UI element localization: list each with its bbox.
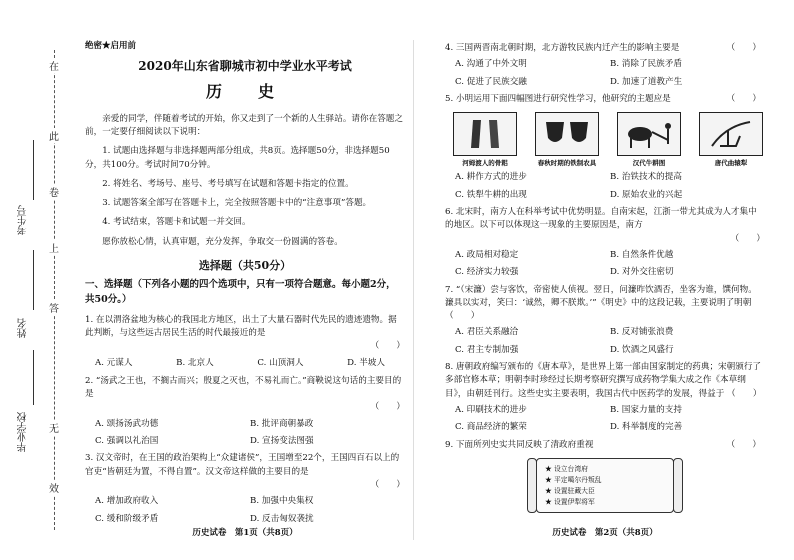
binding-margin xyxy=(0,0,75,560)
intro-paragraph: 亲爱的同学，伴随着考试的开始，你又走到了一个新的人生驿站。请你在答题之前，一定要仔细阅读以下说明： xyxy=(85,113,403,137)
question-8 xyxy=(445,361,765,435)
option-d: D. 加速了道教产生 xyxy=(610,76,683,87)
question-text: 5. 小明运用下面四幅图进行研究性学习，他研究的主题应是 xyxy=(445,93,671,104)
option-b: B. 消除了民族矛盾 xyxy=(610,59,682,70)
scroll-item: ★ 设置驻藏大臣 xyxy=(545,486,595,495)
question-text: 7. “（宋濂）尝与客饮，帝密使人侦视。翌日，问濂昨饮酒否，坐客为谁，馔何物。濂具以实对，笑曰：‘诚然，卿不朕欺。’”《明史》中的这段记载，主要说明了明朝 xyxy=(445,284,757,308)
options xyxy=(455,249,765,280)
section-instruction: 一、选择题（下列各小题的四个选项中，只有一项符合题意。每小题2分，共50分。） xyxy=(85,279,396,305)
seal-char: 此 xyxy=(45,128,63,143)
option-c: C. 商品经济的繁荣 xyxy=(455,422,527,433)
option-a: A. 政局相对稳定 xyxy=(455,249,519,260)
figure-caption: 春秋时期的铁制农具 xyxy=(537,159,597,168)
scroll-item: ★ 设立台湾府 xyxy=(545,464,588,473)
bone-spade-image xyxy=(453,112,517,156)
figure-caption: 河姆渡人的骨耜 xyxy=(462,159,508,168)
option-a: A. 印刷技术的进步 xyxy=(455,405,527,415)
option-b: B. 自然条件优越 xyxy=(610,249,674,260)
figure-curved-plough xyxy=(697,112,765,168)
option-c: C. 缓和阶级矛盾 xyxy=(95,513,159,524)
options xyxy=(95,418,405,449)
label-exam-number: 考生号 xyxy=(18,205,29,235)
answer-paren: （ ） xyxy=(726,439,761,450)
question-5 xyxy=(445,93,765,202)
option-a: A. 沟通了中外文明 xyxy=(455,59,527,70)
option-a: A. 增加政府收入 xyxy=(95,496,159,507)
intro-paragraph: 愿你放松心情，认真审题，充分发挥，争取交一份圆满的答卷。 xyxy=(102,236,343,247)
option-c: C. 经济实力较强 xyxy=(455,267,519,278)
exam-title: 2020年山东省聊城市初中学业水平考试 xyxy=(138,59,352,74)
intro-paragraph: 1. 试题由选择题与非选择题两部分组成，共8页。选择题50分，非选择题50分，共100分。考试时间70分钟。 xyxy=(85,146,390,170)
option-b: B. 国家力量的支持 xyxy=(610,405,682,415)
seal-char: 卷 xyxy=(45,184,63,199)
options xyxy=(95,495,405,526)
option-b: B. 批评商朝暴政 xyxy=(250,418,314,429)
question-3 xyxy=(85,452,405,526)
ox-plough-image xyxy=(617,112,681,156)
option-d: D. 科举制度的完善 xyxy=(610,422,683,433)
options xyxy=(455,326,765,357)
page-footer: 历史试卷 第2页（共8页） xyxy=(552,527,658,538)
iron-tools-image xyxy=(535,112,599,156)
intro-paragraph: 3. 试题答案全部写在答题卡上，完全按照答题卡中的“注意事项”答题。 xyxy=(102,198,372,209)
label-school: 毕业学校 xyxy=(18,412,29,452)
option-a: A. 颂扬汤武功德 xyxy=(95,418,159,429)
question-7 xyxy=(445,284,765,358)
options xyxy=(455,58,765,89)
page-divider xyxy=(413,40,414,540)
image-row xyxy=(451,112,765,168)
option-c: C. 铁犁牛耕的出现 xyxy=(455,189,527,200)
option-c: C. 强调以礼治国 xyxy=(95,436,159,447)
question-1 xyxy=(85,314,405,371)
figure-bone-spade xyxy=(451,112,519,168)
question-6 xyxy=(445,206,765,280)
answer-paren: （ ） xyxy=(370,479,405,490)
options xyxy=(455,404,765,435)
curved-plough-image xyxy=(699,112,763,156)
question-text: 1. 在以渭洛盆地为核心的我国北方地区，出土了大量石器时代先民的遗迹遗物。据此判断，与这些远古居民生活的时代最接近的是 xyxy=(85,314,397,338)
options xyxy=(455,171,765,202)
question-9 xyxy=(445,439,765,514)
answer-paren: （ ） xyxy=(370,402,405,413)
option-b: B. 加强中央集权 xyxy=(250,496,314,507)
option-d: D. 反击匈奴袭扰 xyxy=(250,513,314,524)
option-b: B. 北京人 xyxy=(176,358,214,369)
question-text: 9. 下面所列史实共同反映了清政府重视 xyxy=(445,439,594,450)
question-text: 2. “汤武之王也，不搁古而兴；殷夏之灭也，不易礼而亡。”商鞅说这句话的主要目的是 xyxy=(85,375,402,400)
intro-paragraph: 2. 将姓名、考场号、座号、考号填写在试题和答题卡指定的位置。 xyxy=(102,178,354,189)
exam-subject: 历 史 xyxy=(205,81,284,101)
question-2 xyxy=(85,375,405,449)
option-a: A. 耕作方式的进步 xyxy=(455,172,527,183)
answer-paren: （ ） xyxy=(726,93,761,104)
option-d: D. 饮酒之风盛行 xyxy=(610,344,674,355)
intro-paragraph: 4. 考试结束，答题卡和试题一并交回。 xyxy=(102,217,251,228)
option-d: D. 宣扬变法图强 xyxy=(250,436,314,447)
answer-paren: （ ） xyxy=(730,233,765,244)
question-text: 6. 北宋时，南方人在科举考试中优势明显。自南宋起，江浙一带尤其成为人才集中的地区。以下可以体现这一现象的主要原因是，南方 xyxy=(445,206,757,231)
section-heading: 选择题（共50分） xyxy=(198,259,292,273)
option-b: B. 反对铺张浪费 xyxy=(610,327,674,338)
secret-mark: 绝密★启用前 xyxy=(85,41,137,51)
figure-ox-plough xyxy=(615,112,683,168)
seal-char: 在 xyxy=(45,58,63,73)
answer-paren: （ ） xyxy=(370,341,405,352)
option-c: C. 山顶洞人 xyxy=(257,358,304,369)
exam-page-1 xyxy=(85,40,405,540)
options xyxy=(95,357,385,370)
fill-line-school xyxy=(33,350,34,405)
fill-line-name xyxy=(33,250,34,310)
seal-char: 上 xyxy=(45,240,63,255)
option-a: A. 元谋人 xyxy=(95,358,133,369)
option-c: C. 君主专制加强 xyxy=(455,344,519,355)
figure-caption: 唐代曲辕犁 xyxy=(714,159,748,168)
fill-line-exam-number xyxy=(33,140,34,200)
question-text: 4. 三国两晋南北朝时期，北方游牧民族内迁产生的影响主要是 xyxy=(445,43,680,53)
question-4 xyxy=(445,42,765,89)
scroll-figure xyxy=(536,458,674,514)
option-c: C. 促进了民族交融 xyxy=(455,76,527,87)
seal-char: 效 xyxy=(45,480,63,495)
scroll-item: ★ 平定噶尔丹叛乱 xyxy=(545,475,602,484)
option-a: A. 君臣关系融洽 xyxy=(455,327,519,338)
option-d: D. 对外交往密切 xyxy=(610,267,674,278)
figure-caption: 汉代牛耕图 xyxy=(632,159,666,168)
question-text: 3. 汉文帝时，在王国的政治架构上“众建诸侯”，王国增至22个，王国四百石以上的官吏“皆朝廷为置，不得自置”。汉文帝这样做的主要目的是 xyxy=(85,453,400,477)
page-footer: 历史试卷 第1页（共8页） xyxy=(192,527,298,538)
seal-line xyxy=(54,50,55,530)
exam-page-2 xyxy=(445,40,765,540)
label-name: 姓名 xyxy=(18,318,29,338)
seal-char: 答 xyxy=(45,300,63,315)
option-d: D. 半坡人 xyxy=(347,358,385,369)
question-text: 8. 唐朝政府编写颁布的《唐本草》，是世界上第一部由国家制定的药典；宋朝颁行了多部官修本草；明朝李时珍经过长期考察研究撰写成药物学集大成之作《本草纲目》，由朝廷刊行。这些史实主要表明，我国古代中医药学的发展，得益于 xyxy=(445,362,762,399)
answer-paren: （ ） xyxy=(445,311,480,322)
seal-char: 无 xyxy=(45,420,63,435)
answer-paren: （ ） xyxy=(727,388,762,399)
figure-iron-tools xyxy=(533,112,601,168)
answer-paren: （ ） xyxy=(726,43,761,53)
scroll-item: ★ 设置伊犁将军 xyxy=(545,497,595,506)
option-d: D. 原始农业的兴起 xyxy=(610,189,683,200)
option-b: B. 治铁技术的提高 xyxy=(610,172,682,183)
